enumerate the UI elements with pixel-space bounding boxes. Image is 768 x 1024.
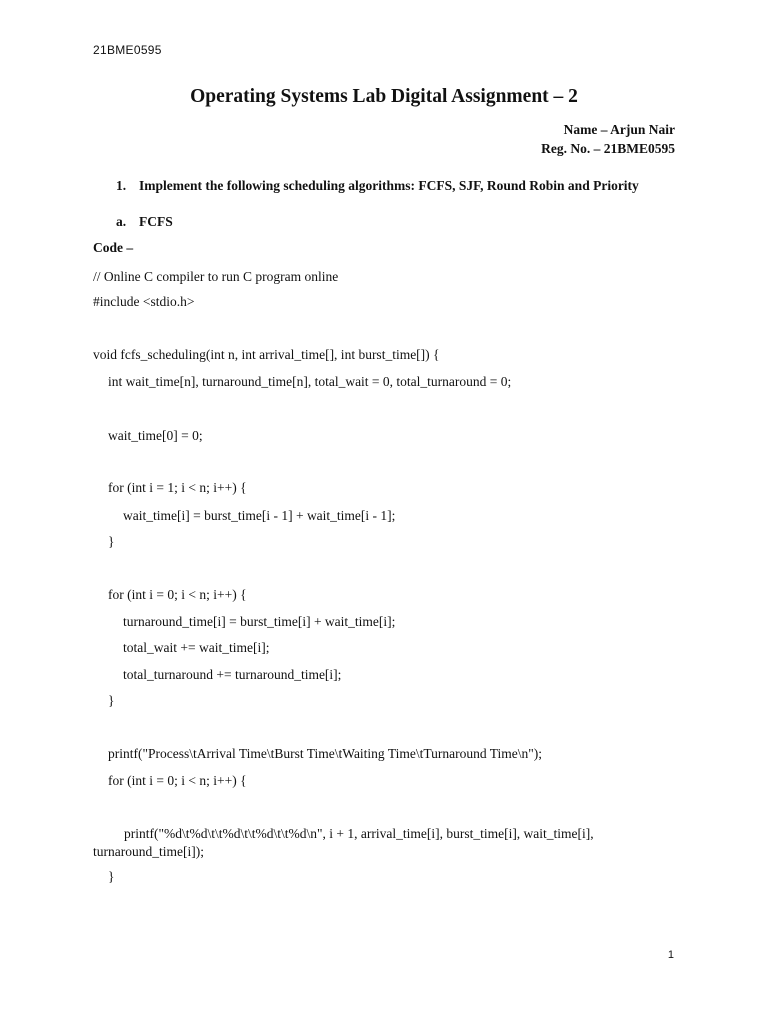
code-line: for (int i = 0; i < n; i++) {	[108, 773, 247, 788]
code-line: #include <stdio.h>	[93, 294, 195, 309]
code-line: }	[108, 869, 115, 884]
page-number: 1	[667, 949, 674, 961]
code-line: wait_time[i] = burst_time[i - 1] + wait_time[i - 1];	[123, 508, 396, 523]
code-line: void fcfs_scheduling(int n, int arrival_time[], int burst_time[]) {	[93, 347, 440, 362]
code-line: total_wait += wait_time[i];	[123, 640, 270, 655]
document-title: Operating Systems Lab Digital Assignment – 2	[190, 86, 578, 107]
sub-question-label: a.	[116, 214, 127, 229]
code-line: for (int i = 0; i < n; i++) {	[108, 587, 247, 602]
question-number: 1.	[116, 178, 127, 193]
code-line: printf("Process\tArrival Time\tBurst Time\tWaiting Time\tTurnaround Time\n");	[108, 746, 542, 761]
code-line: for (int i = 1; i < n; i++) {	[108, 480, 247, 495]
code-line: wait_time[0] = 0;	[108, 428, 203, 443]
registration-number: Reg. No. – 21BME0595	[541, 141, 675, 156]
sub-question-text: FCFS	[139, 214, 173, 229]
code-label: Code –	[93, 240, 134, 255]
header-registration-id: 21BME0595	[93, 43, 162, 57]
student-name: Name – Arjun Nair	[563, 122, 675, 137]
code-line: }	[108, 693, 115, 708]
code-line: int wait_time[n], turnaround_time[n], total_wait = 0, total_turnaround = 0;	[108, 374, 512, 389]
code-line: printf("%d\t%d\t\t%d\t\t%d\t\t%d\n", i + 1, arrival_time[i], burst_time[i], wait_time[i], turnaround_time[i]);	[93, 826, 594, 859]
code-line: total_turnaround += turnaround_time[i];	[123, 667, 342, 682]
code-line: }	[108, 534, 115, 549]
code-line: // Online C compiler to run C program online	[93, 269, 339, 284]
question-text: Implement the following scheduling algorithms: FCFS, SJF, Round Robin and Priority	[139, 178, 639, 193]
code-line: turnaround_time[i] = burst_time[i] + wait_time[i];	[123, 614, 396, 629]
